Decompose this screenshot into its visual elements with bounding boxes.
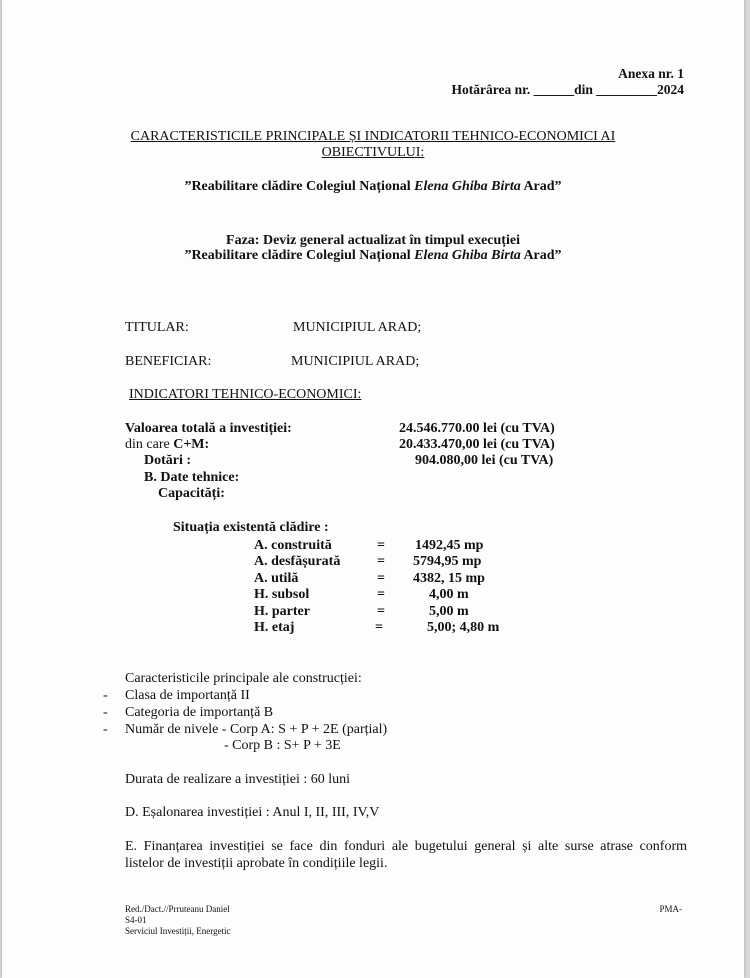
phase-project-italic: Elena Ghiba Birta <box>414 248 521 263</box>
existing-row-label: A. utilă <box>254 571 299 586</box>
phase-project-post: Arad” <box>520 248 562 263</box>
title-line-2: OBIECTIVULUI: <box>321 145 425 160</box>
total-value-label: Valoarea totală a investiției: <box>125 421 292 436</box>
phase-project-name <box>2 248 744 264</box>
cm-label-pre: din care <box>125 437 174 452</box>
existing-row-equals: = <box>377 604 385 619</box>
decision-line: Hotărârea nr. ______din _________2024 <box>451 82 684 97</box>
existing-row-value: 5794,95 mp <box>413 554 482 569</box>
existing-row-equals: = <box>377 538 385 553</box>
duration-line: Durata de realizare a investiției : 60 luni <box>125 772 351 787</box>
existing-row-value: 5,00 m <box>429 604 469 619</box>
beneficiar-value: MUNICIPIUL ARAD; <box>291 354 420 369</box>
total-value: 24.546.770.00 lei (cu TVA) <box>399 421 555 436</box>
existing-row-value: 5,00; 4,80 m <box>427 620 500 635</box>
annex-number: Anexa nr. 1 <box>618 66 684 81</box>
phase-project-pre: ”Reabilitare clădire Colegiul Național <box>184 248 415 263</box>
footer-block <box>125 904 231 937</box>
financing-line-2: listelor de investiții aprobate în condițiile legii. <box>125 856 388 871</box>
phase-title: Faza: Deviz general actualizat în timpul execuției <box>226 233 520 248</box>
existing-row-label: H. subsol <box>254 587 310 602</box>
titular-label: TITULAR: <box>125 320 189 335</box>
existing-row-equals: = <box>375 620 383 635</box>
project-name-post: Arad” <box>520 179 562 194</box>
cm-label-bold: C+M: <box>173 437 210 452</box>
annex-header <box>451 66 684 98</box>
existing-row-label: A. desfășurată <box>254 554 341 569</box>
dotari-value: 904.080,00 lei (cu TVA) <box>415 453 554 468</box>
footer-pma-code: PMA- <box>659 904 682 914</box>
list-bullet: - <box>103 722 108 737</box>
existing-row-equals: = <box>377 554 385 569</box>
list-bullet: - <box>103 705 108 720</box>
project-name-italic: Elena Ghiba Birta <box>414 179 521 194</box>
footer-author: Red./Dact.//Prruteanu Daniel <box>125 904 230 914</box>
existing-row-value: 1492,45 mp <box>415 538 484 553</box>
list-bullet: - <box>103 688 108 703</box>
corp-b-line: - Corp B : S+ P + 3E <box>224 738 341 753</box>
financing-line-1: E. Finanțarea investiției se face din fonduri ale bugetului general și alte surse atrase conform <box>125 839 687 854</box>
title-line-1: CARACTERISTICILE PRINCIPALE ȘI INDICATORII TEHNICO-ECONOMICI AI <box>130 129 616 144</box>
existing-row-equals: = <box>377 587 385 602</box>
existing-row-label: H. etaj <box>254 620 295 635</box>
cm-label <box>125 437 209 453</box>
technical-data-label: B. Date tehnice: <box>144 470 240 485</box>
staging-line: D. Eșalonarea investiției : Anul I, II, III, IV,V <box>125 805 380 820</box>
capacities-label: Capacități: <box>158 486 225 501</box>
document-page <box>2 0 744 978</box>
existing-row-value: 4382, 15 mp <box>413 571 485 586</box>
existing-row-label: A. construită <box>254 538 332 553</box>
list-item: Număr de nivele - Corp A: S + P + 2E (parțial) <box>125 722 388 737</box>
beneficiar-label: BENEFICIAR: <box>125 354 212 369</box>
list-item: Categoria de importanță B <box>125 705 274 720</box>
cm-value: 20.433.470,00 lei (cu TVA) <box>399 437 555 452</box>
existing-row-equals: = <box>377 571 385 586</box>
dotari-label: Dotări : <box>144 453 192 468</box>
indicators-heading: INDICATORI TEHNICO-ECONOMICI: <box>129 387 362 402</box>
characteristics-heading: Caracteristicile principale ale construcției: <box>125 671 362 686</box>
project-name-pre: ”Reabilitare clădire Colegiul Național <box>184 179 415 194</box>
existing-row-label: H. parter <box>254 604 310 619</box>
existing-situation-heading: Situația existentă clădire : <box>173 520 329 535</box>
list-item: Clasa de importanță II <box>125 688 250 703</box>
titular-value: MUNICIPIUL ARAD; <box>293 320 422 335</box>
footer-code: S4-01 <box>125 915 147 925</box>
footer-department: Serviciul Investiții, Energetic <box>125 926 231 936</box>
project-name <box>2 179 744 195</box>
existing-row-value: 4,00 m <box>429 587 469 602</box>
